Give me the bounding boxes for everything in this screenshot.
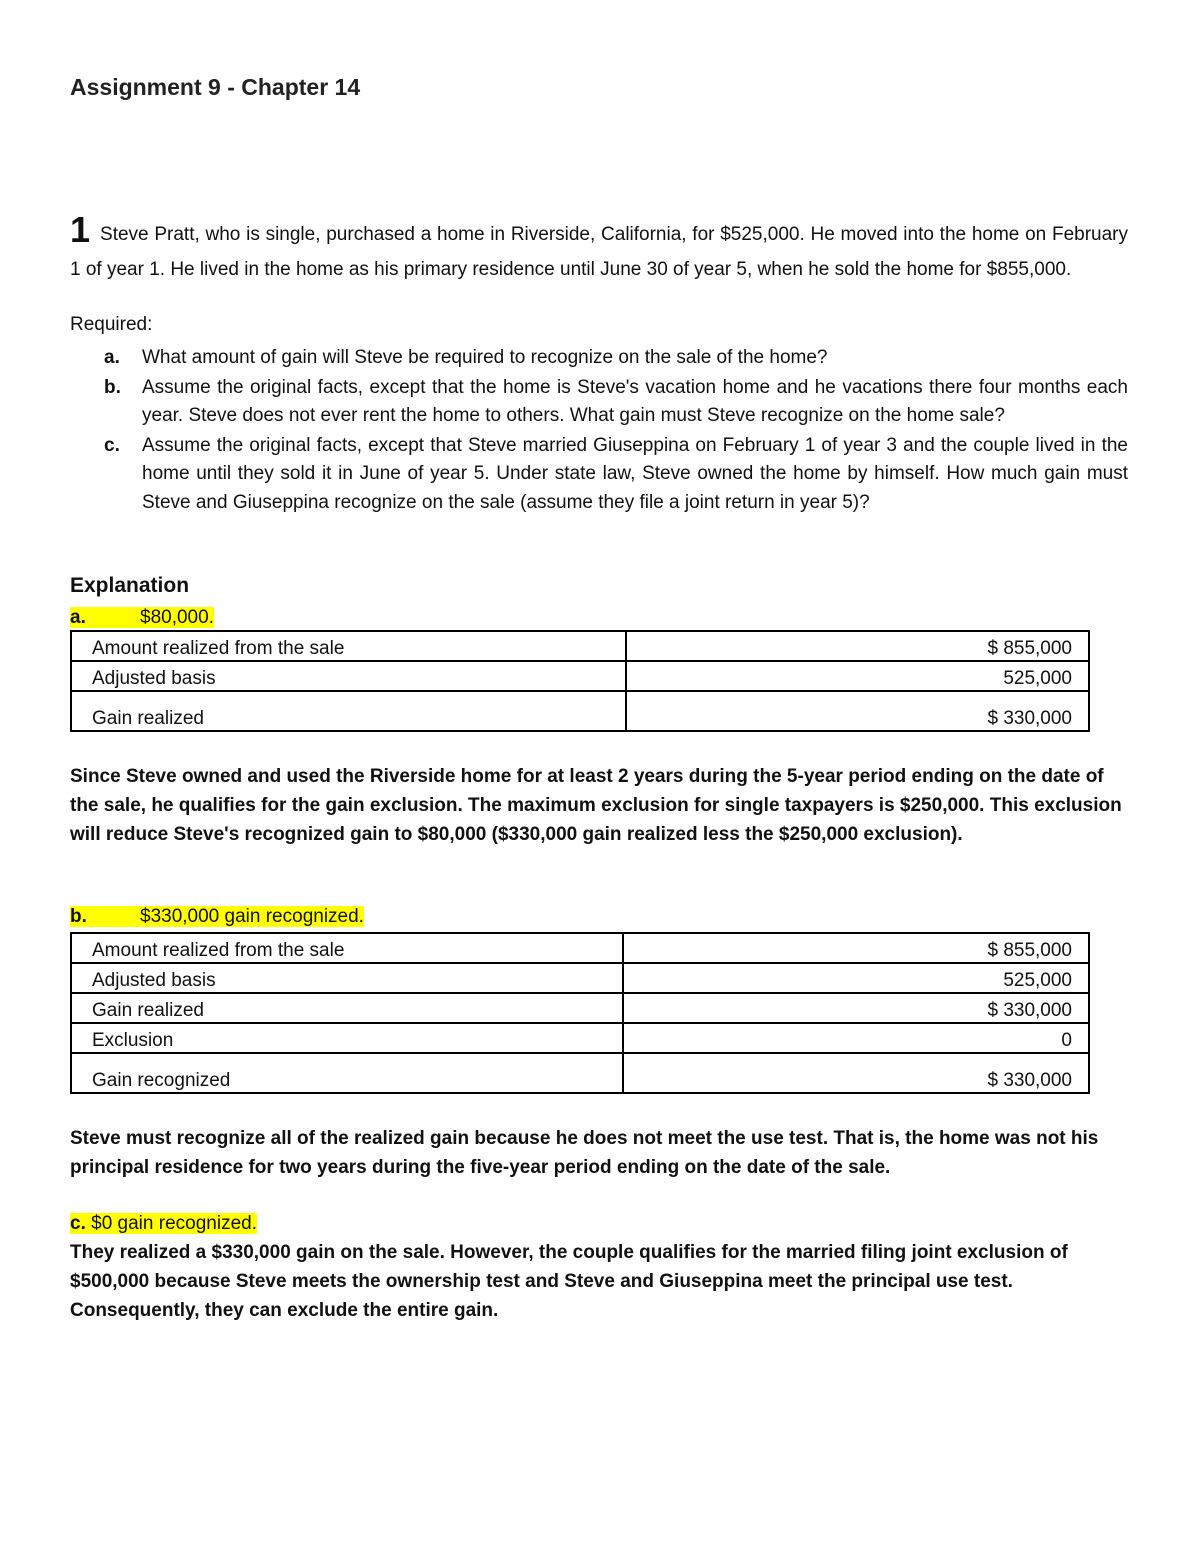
question-b <box>104 374 1128 431</box>
table-cell-label: Adjusted basis <box>71 661 626 691</box>
table-cell-label: Adjusted basis <box>71 963 623 993</box>
table-row <box>71 691 1089 731</box>
table-cell-value: 525,000 <box>626 661 1089 691</box>
question-a <box>104 344 1128 373</box>
table-cell-value: $ 855,000 <box>623 933 1089 963</box>
answer-label: c. <box>70 1213 86 1234</box>
problem-text: Steve Pratt, who is single, purchased a home in Riverside, California, for $525,000. He moved into the home on February 1 of year 1. He lived in the home as his primary residence until June 30 of year 5, when he sold the home for $855,000. <box>70 224 1128 280</box>
question-c <box>104 432 1128 518</box>
table-cell-label: Gain realized <box>71 993 623 1023</box>
answer-value: $0 gain recognized. <box>91 1213 257 1234</box>
question-text: Assume the original facts, except that Steve married Giuseppina on February 1 of year 3 and the couple lived in the home until they sold it in June of year 5. Under state law, Steve owned the home by himself. How much gain must Steve and Giuseppina recognize on the sale (assume they file a joint return in year 5)? <box>142 434 1128 513</box>
answer-c-explanation: They realized a $330,000 gain on the sale. However, the couple qualifies for the married filing joint exclusion of $500,000 because Steve meets the ownership test and Steve and Giuseppina meet the principal use test. Consequently, they can exclude the entire gain. <box>70 1242 1068 1321</box>
question-text: What amount of gain will Steve be required to recognize on the sale of the home? <box>142 347 828 368</box>
explanation-heading: Explanation <box>70 574 190 597</box>
table-cell-label: Amount realized from the sale <box>71 631 626 661</box>
table-cell-value: 525,000 <box>623 963 1089 993</box>
answer-value: $330,000 gain recognized. <box>140 906 364 927</box>
table-cell-value: $ 330,000 <box>626 691 1089 731</box>
answer-b-heading <box>70 905 364 929</box>
table-row <box>71 631 1089 661</box>
table-cell-value: $ 855,000 <box>626 631 1089 661</box>
question-label: b. <box>104 376 121 398</box>
answer-label: b. <box>70 906 87 927</box>
table-cell-label: Amount realized from the sale <box>71 933 623 963</box>
table-row <box>71 1053 1089 1093</box>
document-title: Assignment 9 - Chapter 14 <box>70 74 361 100</box>
table-cell-value: 0 <box>623 1023 1089 1053</box>
table-row <box>71 933 1089 963</box>
question-list <box>104 344 1128 518</box>
problem-statement <box>70 209 1128 287</box>
answer-label: a. <box>70 607 86 628</box>
answer-a-explanation: Since Steve owned and used the Riverside home for at least 2 years during the 5-year period ending on the date of the sale, he qualifies for the gain exclusion. The maximum exclusion for single taxpayers is $250,000. This exclusion will reduce Steve's recognized gain to $80,000 ($330,000 gain realized less the $250,000 exclusion). <box>70 766 1122 845</box>
answer-value: $80,000. <box>140 607 214 628</box>
table-cell-label: Gain recognized <box>71 1053 623 1093</box>
answer-b-highlight <box>70 906 364 927</box>
table-row <box>71 993 1089 1023</box>
answer-c-highlight <box>70 1213 257 1234</box>
table-b <box>70 932 1090 1094</box>
answer-a-heading <box>70 606 214 630</box>
table-cell-label: Exclusion <box>71 1023 623 1053</box>
table-row <box>71 1023 1089 1053</box>
table-a <box>70 630 1090 732</box>
question-text: Assume the original facts, except that the home is Steve's vacation home and he vacations there four months each year. Steve does not ever rent the home to others. What gain must Steve recognize on the home sale? <box>142 376 1128 426</box>
problem-number: 1 <box>70 209 91 250</box>
table-row <box>71 661 1089 691</box>
table-cell-value: $ 330,000 <box>623 1053 1089 1093</box>
answer-a-highlight <box>70 607 214 628</box>
question-label: c. <box>104 434 120 456</box>
answer-b-explanation: Steve must recognize all of the realized gain because he does not meet the use test. That is, the home was not his principal residence for two years during the five-year period ending on the date of the sale. <box>70 1128 1099 1178</box>
table-row <box>71 963 1089 993</box>
question-label: a. <box>104 347 120 368</box>
answer-c-heading <box>70 1212 257 1236</box>
table-cell-value: $ 330,000 <box>623 993 1089 1023</box>
required-label: Required: <box>70 314 153 335</box>
table-cell-label: Gain realized <box>71 691 626 731</box>
